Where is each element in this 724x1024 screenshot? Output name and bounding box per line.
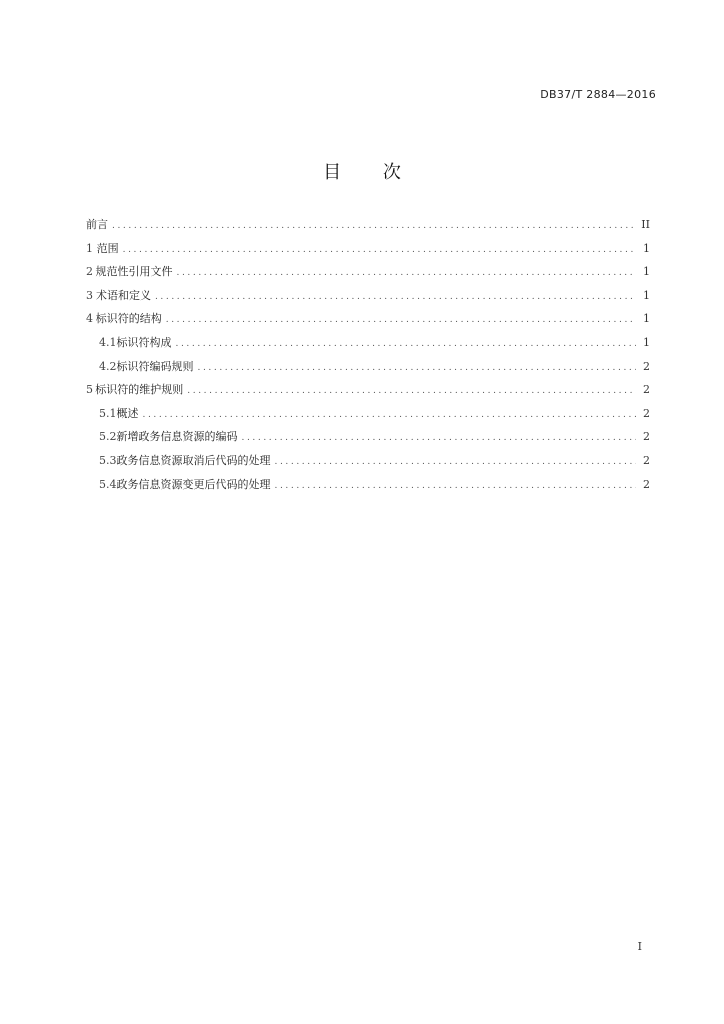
toc-entry-page: 2 [643, 477, 650, 491]
toc-entry-number: 4.2 [99, 359, 117, 373]
toc-leader-dots [155, 290, 636, 304]
toc-entry-number: 1 [86, 241, 93, 255]
toc-entry-number: 4.1 [99, 335, 117, 349]
toc-leader-dots [275, 455, 637, 469]
toc-entry-page: 1 [643, 288, 650, 302]
standard-code: DB37/T 2884—2016 [540, 88, 656, 101]
toc-entry-text: 概述 [116, 406, 139, 420]
toc-entry-page: 2 [643, 430, 650, 444]
toc-entry-page: 2 [643, 406, 650, 420]
toc-entry-page: 1 [643, 335, 650, 349]
toc-entry-number: 5.4 [99, 477, 117, 491]
toc-entry-number: 5.1 [99, 406, 117, 420]
toc-entry-page: 2 [643, 359, 650, 373]
toc-entry-text: 标识符的维护规则 [95, 383, 184, 397]
toc-entry-number: 5.3 [99, 453, 117, 467]
toc-leader-dots [123, 243, 636, 257]
toc-entry-text: 前言 [86, 218, 108, 231]
toc-leader-dots [198, 361, 637, 375]
toc-entry-4-2[interactable] [86, 360, 650, 384]
table-of-contents [86, 218, 650, 501]
toc-leader-dots [177, 266, 637, 280]
toc-entry-5-2[interactable] [86, 430, 650, 454]
toc-entry-text: 新增政务信息资源的编码 [116, 430, 238, 444]
toc-entry-text: 政务信息资源变更后代码的处理 [116, 477, 271, 491]
toc-entry-text: 规范性引用文件 [95, 265, 173, 279]
toc-entry-1[interactable] [86, 242, 650, 266]
toc-entry-text: 标识符构成 [116, 335, 172, 349]
toc-entry-number: 4 [86, 312, 93, 326]
toc-leader-dots [275, 479, 637, 493]
toc-entry-5[interactable] [86, 383, 650, 407]
toc-entry-2[interactable] [86, 265, 650, 289]
toc-entry-page: 1 [643, 265, 650, 279]
toc-entry-number: 3 [86, 288, 93, 302]
toc-entry-5-3[interactable] [86, 454, 650, 478]
toc-leader-dots [143, 408, 637, 422]
toc-leader-dots [187, 384, 636, 398]
toc-entry-text: 术语和定义 [95, 288, 151, 302]
toc-entry-page: 1 [643, 241, 650, 255]
toc-entry-text: 范围 [96, 241, 119, 255]
toc-entry-page: 2 [643, 453, 650, 467]
toc-entry-number: 5 [86, 383, 93, 397]
toc-leader-dots [112, 219, 636, 233]
toc-title: 目 次 [323, 162, 419, 183]
toc-entry-text: 标识符的结构 [95, 312, 162, 326]
toc-entry-page: 1 [643, 312, 650, 326]
toc-entry-foreword[interactable] [86, 218, 650, 242]
toc-entry-5-1[interactable] [86, 407, 650, 431]
toc-leader-dots [176, 337, 637, 351]
toc-entry-3[interactable] [86, 289, 650, 313]
toc-leader-dots [166, 313, 636, 327]
toc-entry-text: 标识符编码规则 [116, 359, 194, 373]
page-number: I [637, 940, 642, 953]
toc-leader-dots [242, 431, 637, 445]
toc-entry-text: 政务信息资源取消后代码的处理 [116, 453, 271, 467]
toc-entry-4[interactable] [86, 312, 650, 336]
toc-entry-4-1[interactable] [86, 336, 650, 360]
toc-entry-page: II [641, 218, 650, 231]
toc-entry-page: 2 [643, 383, 650, 397]
toc-entry-number: 2 [86, 265, 93, 279]
toc-entry-number: 5.2 [99, 430, 117, 444]
toc-entry-5-4[interactable] [86, 478, 650, 502]
